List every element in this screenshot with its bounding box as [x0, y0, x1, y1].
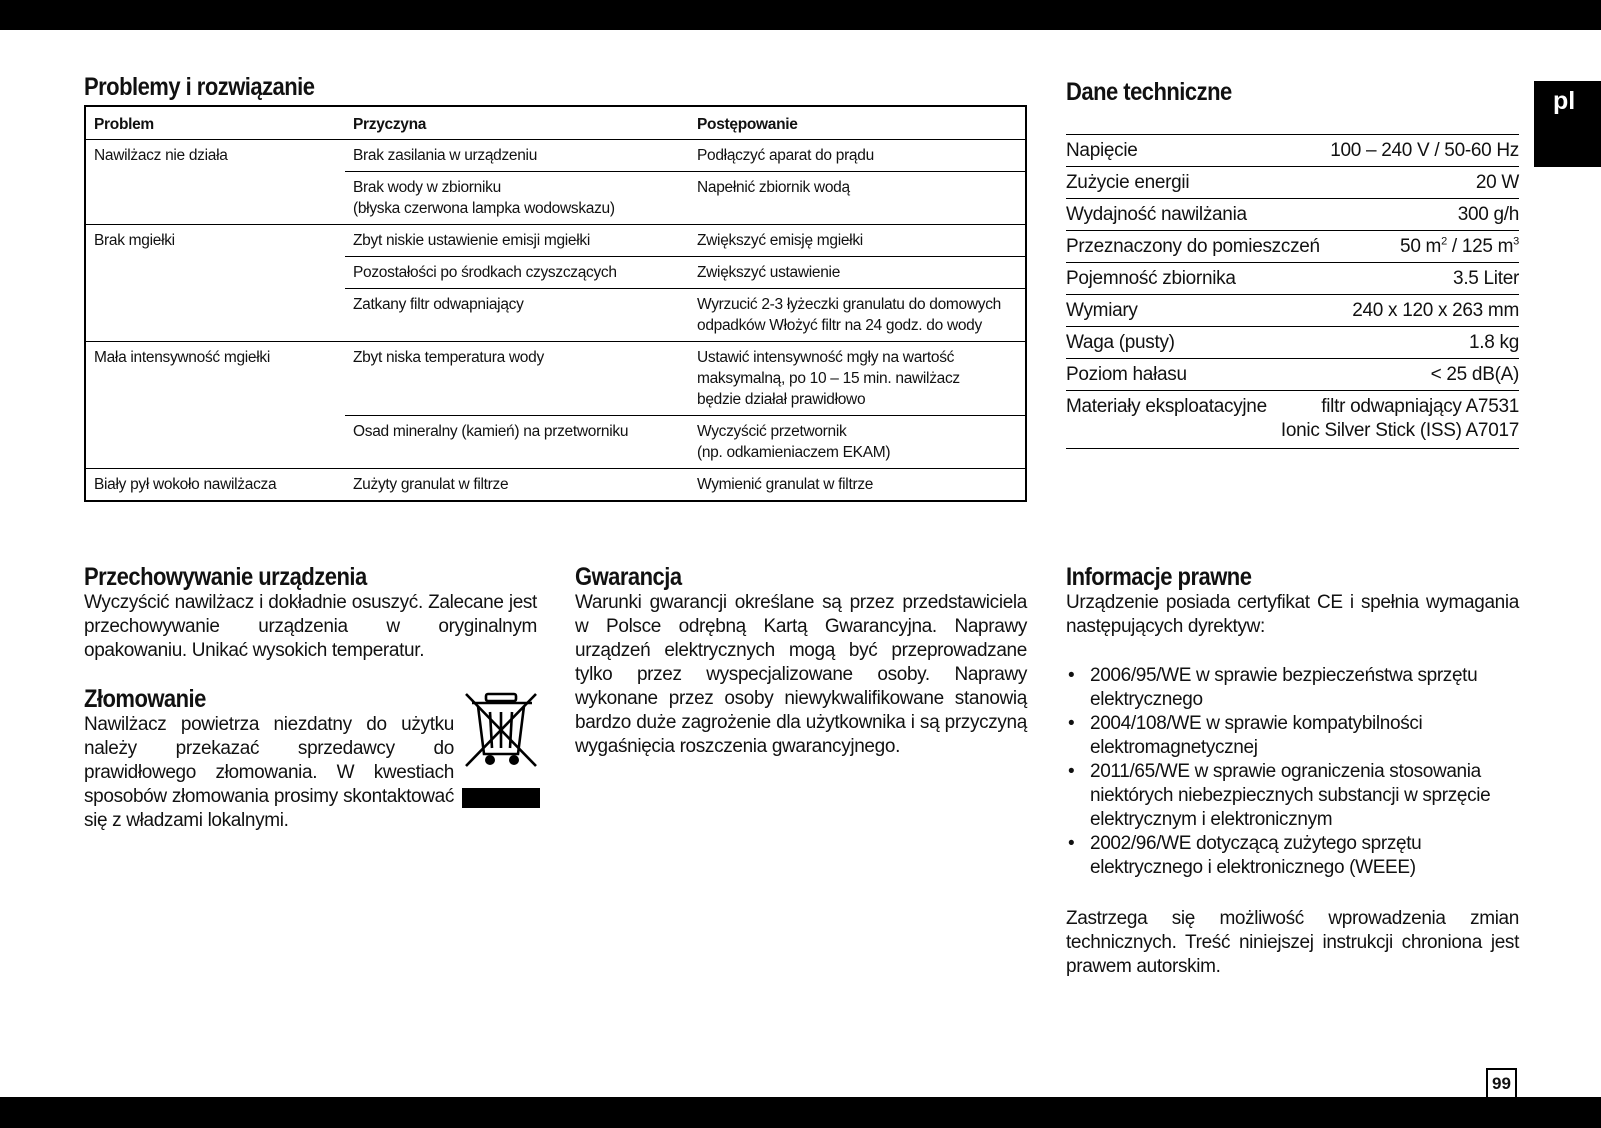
spec-label: Przeznaczony do pomieszczeń: [1066, 236, 1320, 257]
spec-row: [1066, 231, 1519, 263]
header-action: Postępowanie: [697, 116, 798, 133]
list-item: • 2002/96/WE dotyczącą zużytego sprzętu elektrycznego i elektronicznego (WEEE): [1066, 832, 1519, 880]
cause-cell: Osad mineralny (kamień) na przetworniku: [353, 423, 629, 440]
table-row: [345, 415, 1025, 468]
legal-intro: Urządzenie posiada certyfikat CE i spełnia wymagania następujących dyrektyw:: [1066, 592, 1519, 637]
warranty-text: Warunki gwarancji określane są przez przedstawiciela w Polsce odrębną Kartą Gwarancyjna. Naprawy urządzeń elektrycznych mogą być przeprowadzane tylko przez wyspecjalizowane osoby. Naprawy wykonane przez osoby niewykwalifikowane stanowią bardzo duże zagrożenie dla użytkownika i są przyczyną wygaśnięcia roszczenia gwarancyjnego.: [575, 592, 1027, 757]
spec-row: [1066, 359, 1519, 391]
tech-data-table: [1066, 134, 1519, 449]
table-row: [345, 256, 1025, 288]
directives-list: [1066, 664, 1519, 880]
spec-value: filtr odwapniający A7531 Ionic Silver Stick (ISS) A7017: [1280, 396, 1519, 441]
spec-label: Poziom hałasu: [1066, 364, 1187, 385]
disposal-text: Nawilżacz powietrza niezdatny do użytku należy przekazać sprzedawcy do prawidłowego złomowania. W kwestiach sposobów złomowania prosimy skontaktować się z władzami lokalnymi.: [84, 714, 454, 831]
spec-value: 240 x 120 x 263 mm: [1352, 300, 1519, 321]
spec-row: [1066, 295, 1519, 327]
spec-value: 50 $m^2 / 125$ $m^3$: [1400, 235, 1519, 257]
cause-cell: Zatkany filtr odwapniający: [353, 296, 524, 313]
spec-row: [1066, 167, 1519, 199]
spec-value: 100 – 240 V / 50-60 Hz: [1330, 140, 1519, 161]
troubleshooting-table: [84, 105, 1027, 502]
bottom-bar: [0, 1097, 1601, 1128]
spec-label: Waga (pusty): [1066, 332, 1175, 353]
action-cell: Wyrzucić 2-3 łyżeczki granulatu do domowych odpadków Włożyć filtr na 24 godz. do wody: [697, 296, 1001, 334]
spec-label: Pojemność zbiornika: [1066, 268, 1236, 289]
problem-group: [86, 224, 1025, 341]
spec-row: [1066, 391, 1519, 449]
table-row: [345, 342, 1025, 415]
page-number: 99: [1486, 1068, 1517, 1097]
problem-group: [86, 341, 1025, 468]
spec-value: 300 g/h: [1457, 204, 1519, 225]
spec-label: Wymiary: [1066, 300, 1138, 321]
troubleshooting-title: Problemy i rozwiązanie: [84, 73, 315, 101]
spec-value: < 25 dB(A): [1430, 364, 1519, 385]
action-cell: Zwiększyć ustawienie: [697, 264, 841, 281]
list-item: • 2011/65/WE w sprawie ograniczenia stosowania niektórych niebezpiecznych substancji w sprzęcie elektrycznym i elektronicznym: [1066, 760, 1519, 832]
spec-value: 1.8 kg: [1469, 332, 1519, 353]
action-cell: Wyczyścić przetwornik (np. odkamieniaczem EKAM): [697, 423, 891, 461]
problem-cell: Biały pył wokoło nawilżacza: [94, 476, 277, 493]
legal-footer: Zastrzega się możliwość wprowadzenia zmian technicznych. Treść niniejszej instrukcji chroniona jest prawem autorskim.: [1066, 908, 1519, 977]
table-row: [345, 469, 1025, 500]
cause-cell: Brak wody w zbiorniku (błyska czerwona lampka wodowskazu): [353, 179, 615, 217]
storage-text: Wyczyścić nawilżacz i dokładnie osuszyć. Zalecane jest przechowywanie urządzenia w oryginalnym opakowaniu. Unikać wysokich temperatur.: [84, 592, 537, 661]
cause-cell: Zużyty granulat w filtrze: [353, 476, 509, 493]
spec-row: [1066, 327, 1519, 359]
cause-cell: Pozostałości po środkach czyszczących: [353, 264, 617, 281]
problem-cell: Nawilżacz nie działa: [94, 147, 228, 164]
spec-label: Materiały eksploatacyjne: [1066, 396, 1267, 417]
weee-crossed-bin-icon: [462, 690, 540, 808]
spec-row: [1066, 199, 1519, 231]
action-cell: Podłączyć aparat do prądu: [697, 147, 874, 164]
legal-title: Informacje prawne: [1066, 563, 1252, 591]
action-cell: Napełnić zbiornik wodą: [697, 179, 850, 196]
cause-cell: Brak zasilania w urządzeniu: [353, 147, 538, 164]
action-cell: Ustawić intensywność mgły na wartość maksymalną, po 10 – 15 min. nawilżacz będzie działał prawidłowo: [697, 349, 960, 408]
table-row: [345, 288, 1025, 341]
cause-cell: Zbyt niska temperatura wody: [353, 349, 544, 366]
top-bar: [0, 0, 1601, 30]
spec-label: Napięcie: [1066, 140, 1138, 161]
language-tab: pl: [1534, 81, 1601, 167]
tech-data-title: Dane techniczne: [1066, 78, 1232, 106]
action-cell: Wymienić granulat w filtrze: [697, 476, 874, 493]
storage-title: Przechowywanie urządzenia: [84, 563, 367, 591]
problem-group: [86, 139, 1025, 224]
disposal-title: Złomowanie: [84, 685, 206, 713]
problem-cell: Brak mgiełki: [94, 232, 175, 249]
table-row: [345, 225, 1025, 256]
table-row: [345, 140, 1025, 171]
cause-cell: Zbyt niskie ustawienie emisji mgiełki: [353, 232, 590, 249]
spec-label: Wydajność nawilżania: [1066, 204, 1247, 225]
table-header-row: [86, 107, 1025, 139]
header-problem: Problem: [94, 116, 154, 133]
spec-value: 3.5 Liter: [1453, 268, 1519, 289]
list-item: • 2006/95/WE w sprawie bezpieczeństwa sprzętu elektrycznego: [1066, 664, 1519, 712]
spec-value: 20 W: [1475, 172, 1519, 193]
problem-group: [86, 468, 1025, 500]
spec-row: [1066, 135, 1519, 167]
list-item: • 2004/108/WE w sprawie kompatybilności elektromagnetycznej: [1066, 712, 1519, 760]
warranty-title: Gwarancja: [575, 563, 682, 591]
header-cause: Przyczyna: [353, 116, 427, 133]
action-cell: Zwiększyć emisję mgiełki: [697, 232, 863, 249]
table-row: [345, 171, 1025, 224]
spec-label: Zużycie energii: [1066, 172, 1190, 193]
problem-cell: Mała intensywność mgiełki: [94, 349, 270, 366]
spec-row: [1066, 263, 1519, 295]
